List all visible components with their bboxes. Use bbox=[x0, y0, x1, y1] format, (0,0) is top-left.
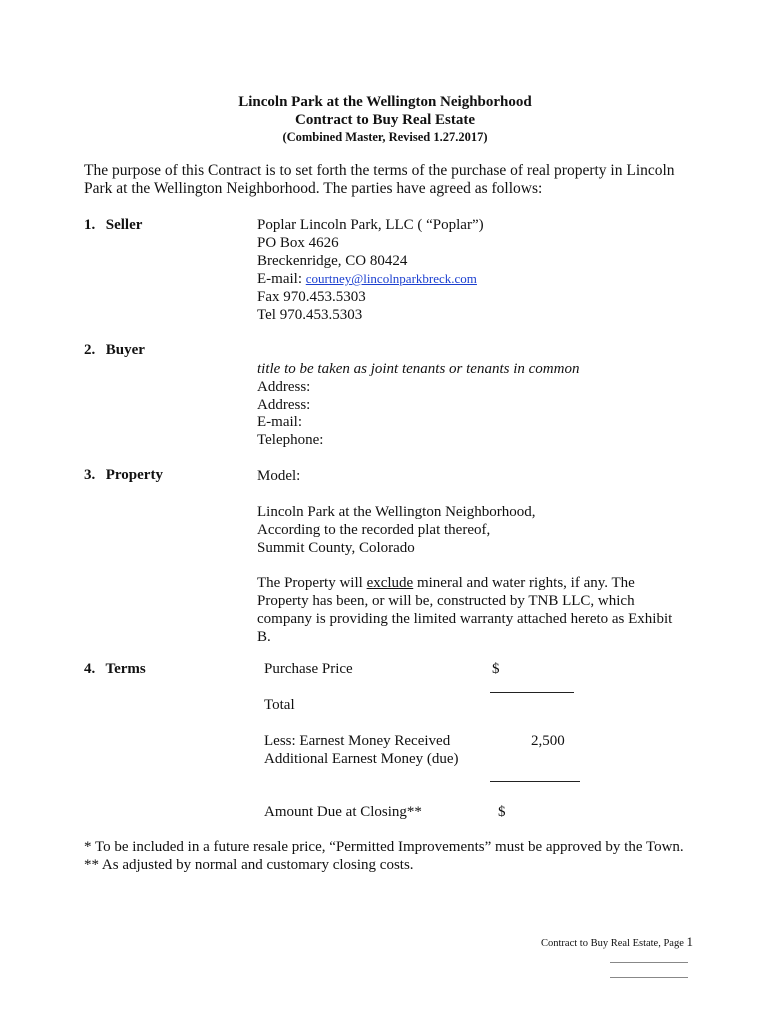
property-note-pre: The Property will bbox=[257, 575, 367, 591]
footnote: * To be included in a future resale price, “Permitted Improvements” must be approved by the Town. ** As adjusted by normal and customary closing costs. bbox=[84, 839, 684, 873]
terms-purchase-price-label: Purchase Price bbox=[264, 661, 353, 677]
property-note bbox=[257, 574, 687, 646]
terms-purchase-price-dollar: $ bbox=[492, 661, 500, 677]
section-terms-heading bbox=[84, 661, 146, 678]
seller-city: Breckenridge, CO 80424 bbox=[257, 253, 408, 269]
buyer-address-1: Address: bbox=[257, 379, 311, 395]
intro-paragraph: The purpose of this Contract is to set forth the terms of the purchase of real property in Lincoln Park at the Wellington Neighborhood. The parties have agreed as follows: bbox=[84, 162, 675, 197]
seller-email-link[interactable]: courtney@lincolnparkbreck.com bbox=[305, 271, 477, 286]
footer-text: Contract to Buy Real Estate, Page bbox=[541, 938, 687, 949]
property-note-underlined: exclude bbox=[366, 575, 414, 591]
section-number: 1. bbox=[84, 217, 96, 233]
property-model: Model: bbox=[257, 468, 301, 484]
document-subtitle: Contract to Buy Real Estate bbox=[295, 112, 475, 128]
document-revision: (Combined Master, Revised 1.27.2017) bbox=[282, 130, 488, 144]
terms-additional-earnest-label: Additional Earnest Money (due) bbox=[264, 751, 459, 767]
section-label: Property bbox=[105, 467, 163, 483]
buyer-email: E-mail: bbox=[257, 414, 302, 430]
terms-amount-due-label: Amount Due at Closing** bbox=[264, 804, 422, 820]
section-label: Terms bbox=[105, 661, 146, 677]
buyer-title-note: title to be taken as joint tenants or tenants in common bbox=[257, 361, 580, 377]
document-title: Lincoln Park at the Wellington Neighborhood bbox=[238, 94, 532, 110]
seller-email-line bbox=[257, 270, 477, 288]
page-footer bbox=[541, 934, 693, 950]
terms-total-label: Total bbox=[264, 697, 295, 713]
buyer-address-2: Address: bbox=[257, 397, 311, 413]
purchase-price-rule bbox=[490, 692, 574, 693]
seller-po-box: PO Box 4626 bbox=[257, 235, 339, 251]
terms-amount-due-dollar: $ bbox=[498, 804, 506, 820]
footer-rule-1 bbox=[610, 962, 688, 963]
section-number: 3. bbox=[84, 467, 96, 483]
property-note-post: mineral and water rights, if any. The Property has been, or will be, constructed by TNB LLC, which company is providing the limited warranty attached hereto as Exhibit B. bbox=[257, 575, 673, 645]
footer-rule-2 bbox=[610, 977, 688, 978]
property-legal-line-2: According to the recorded plat thereof, bbox=[257, 522, 491, 538]
property-legal-line-1: Lincoln Park at the Wellington Neighborhood, bbox=[257, 504, 536, 520]
section-number: 2. bbox=[84, 342, 96, 358]
additional-earnest-rule bbox=[490, 781, 580, 782]
section-label: Seller bbox=[105, 217, 143, 233]
footer-page-number: 1 bbox=[686, 934, 694, 949]
buyer-telephone: Telephone: bbox=[257, 432, 324, 448]
section-number: 4. bbox=[84, 661, 96, 677]
seller-name: Poplar Lincoln Park, LLC ( “Poplar”) bbox=[257, 217, 484, 233]
section-property-heading bbox=[84, 467, 163, 484]
seller-fax: Fax 970.453.5303 bbox=[257, 289, 366, 305]
section-seller-heading bbox=[84, 217, 142, 234]
section-label: Buyer bbox=[105, 342, 145, 358]
terms-earnest-received-label: Less: Earnest Money Received bbox=[264, 733, 451, 749]
seller-tel: Tel 970.453.5303 bbox=[257, 307, 363, 323]
property-legal-line-3: Summit County, Colorado bbox=[257, 540, 415, 556]
terms-earnest-received-value: 2,500 bbox=[531, 733, 565, 749]
section-buyer-heading bbox=[84, 342, 145, 359]
seller-email-label: E-mail: bbox=[257, 271, 302, 287]
